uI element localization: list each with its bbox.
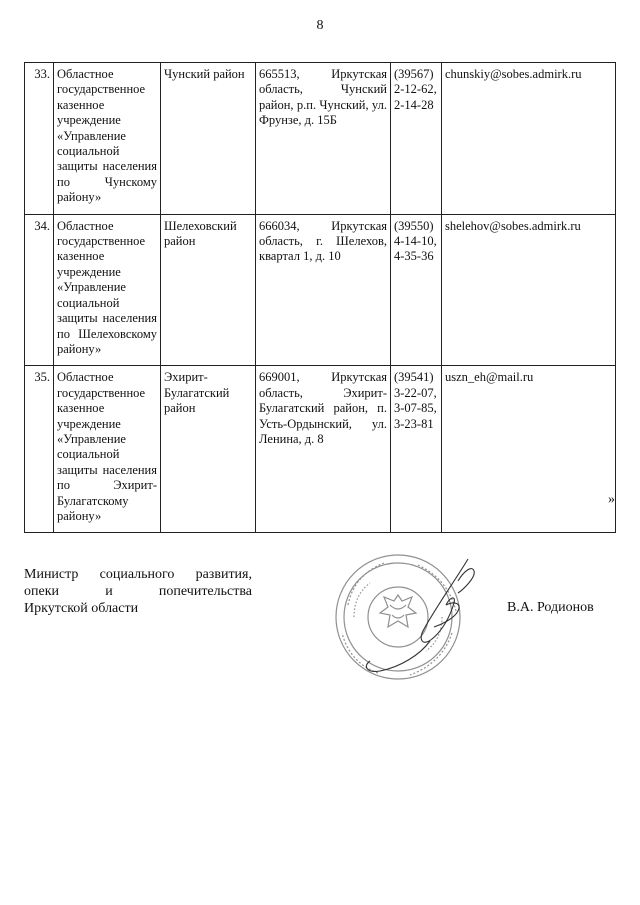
closing-quote: » (608, 492, 615, 507)
signatory-title-line: опеки и попечительства (24, 584, 252, 599)
address-cell: 669001, Иркутская область, Эхирит-Булагатский район, п. Усть-Ордынский, ул. Ленина, д. 8 (256, 366, 391, 533)
phone-cell (391, 214, 442, 366)
row-number-cell: 33. (25, 63, 54, 215)
address-cell: 666034, Иркутская область, г. Шелехов, квартал 1, д. 10 (256, 214, 391, 366)
official-seal-with-signature (318, 545, 493, 685)
institutions-table (24, 62, 616, 533)
table-row (25, 63, 616, 215)
address-cell: 665513, Иркутская область, Чунский район, р.п. Чунский, ул. Фрунзе, д. 15Б (256, 63, 391, 215)
table-row (25, 214, 616, 366)
organization-cell: Областное государственное казенное учреждение «Управление социальной защиты населения по Шелеховскому району» (54, 214, 161, 366)
row-number-cell: 34. (25, 214, 54, 366)
phone-line: 3-23-81 (394, 416, 434, 431)
district-cell: Шелеховский район (161, 214, 256, 366)
district-cell: Чунский район (161, 63, 256, 215)
signatory-name: В.А. Родионов (507, 600, 594, 615)
signatory-title (24, 566, 252, 617)
phone-line: 3-22-07, (394, 385, 437, 400)
email-cell: chunskiy@sobes.admirk.ru (442, 63, 616, 215)
phone-line: 3-07-85, (394, 401, 437, 416)
email-cell: shelehov@sobes.admirk.ru (442, 214, 616, 366)
row-number-cell: 35. (25, 366, 54, 533)
phone-cell (391, 366, 442, 533)
phone-line: 2-14-28 (394, 97, 434, 112)
email-cell: uszn_eh@mail.ru (442, 366, 616, 533)
page-number: 8 (316, 18, 324, 33)
table-row (25, 366, 616, 533)
organization-cell: Областное государственное казенное учреждение «Управление социальной защиты населения по Чунскому району» (54, 63, 161, 215)
organization-cell: Областное государственное казенное учреждение «Управление социальной защиты населения по Эхирит-Булагатскому району» (54, 366, 161, 533)
phone-cell (391, 63, 442, 215)
phone-line: 2-12-62, (394, 82, 437, 97)
phone-line: (39550) (394, 218, 434, 233)
signatory-title-line: Иркутской области (24, 601, 139, 616)
phone-line: (39541) (394, 370, 434, 385)
phone-line: 4-14-10, (394, 234, 437, 249)
district-cell: Эхирит-Булагатский район (161, 366, 256, 533)
signatory-title-line: Министр социального развития, (24, 567, 252, 582)
phone-line: (39567) (394, 67, 434, 81)
phone-line: 4-35-36 (394, 249, 434, 264)
